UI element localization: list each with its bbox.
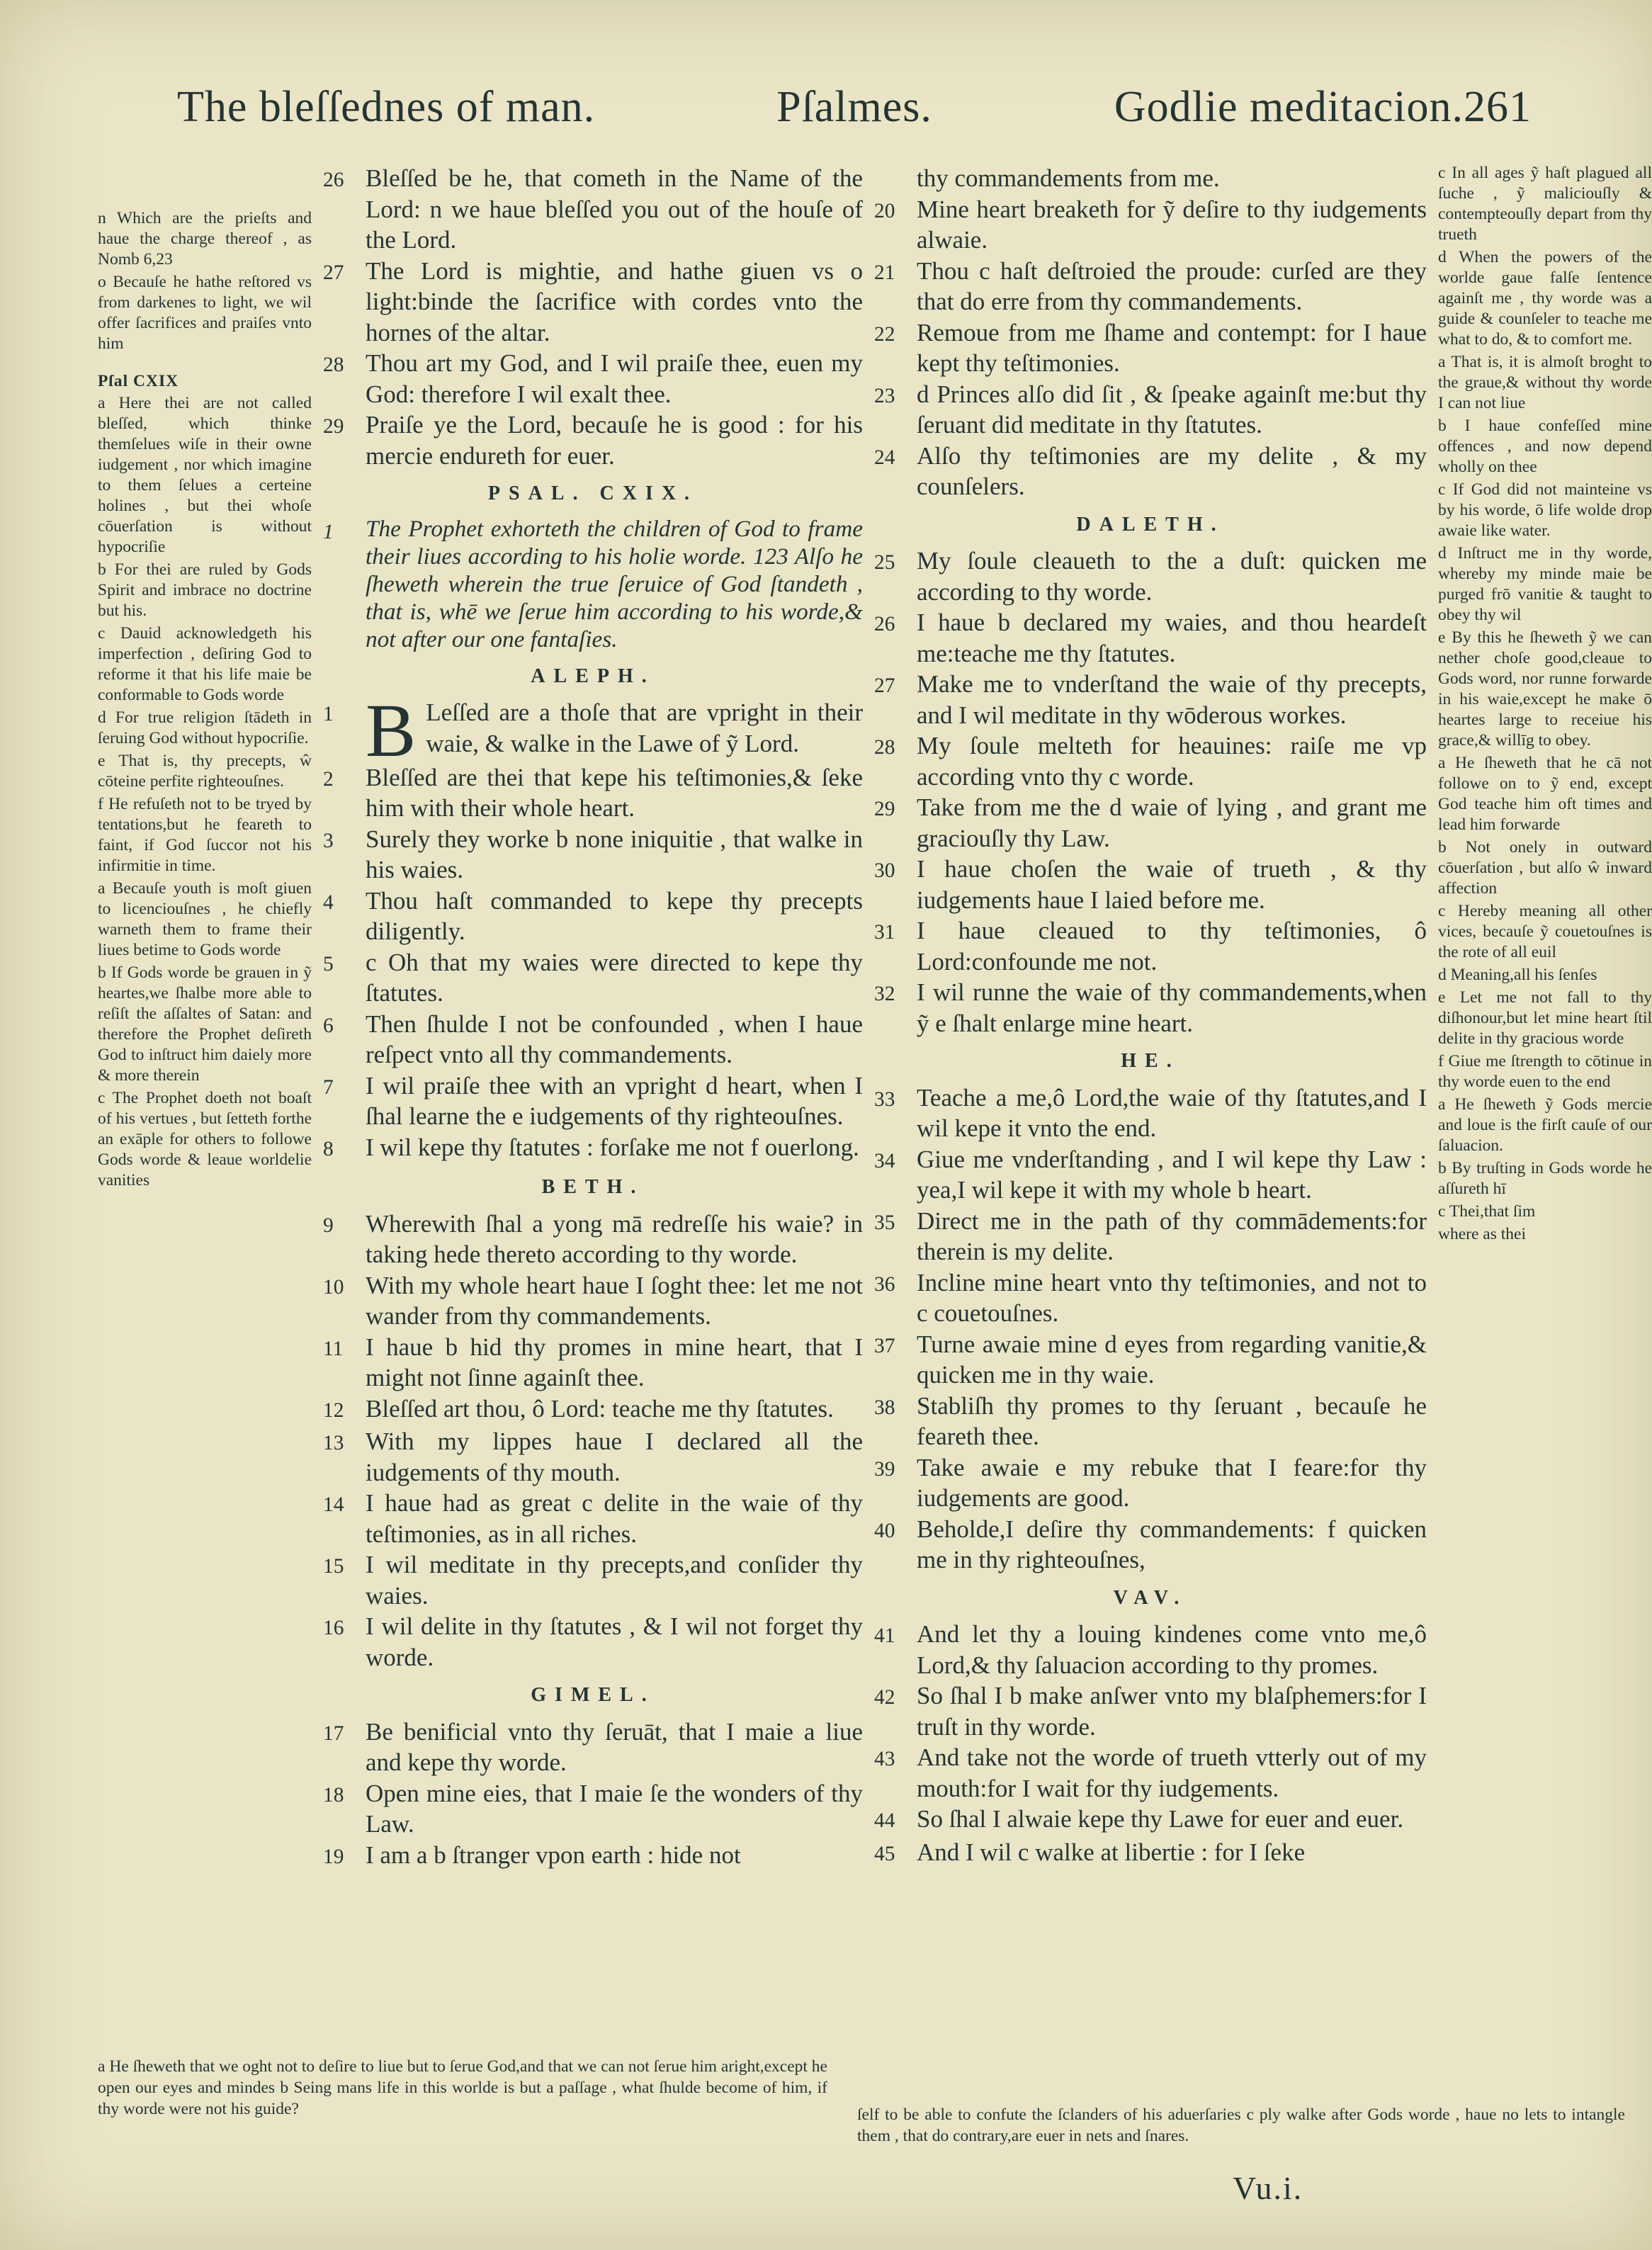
verse [874, 1680, 1427, 1742]
verse-number: 38 [874, 1396, 895, 1419]
verse [874, 1619, 1427, 1680]
margin-note: c Dauid acknowledgeth his imperfection , deſiring God to reforme it that his life maie be conformable to Gods worde [98, 624, 312, 704]
verse-text: I wil delite in thy ſtatutes , & I wil not forget thy worde. [366, 1612, 863, 1671]
verse [323, 1488, 863, 1549]
verse-text: So ſhal I alwaie kepe thy Lawe for euer and euer. [917, 1805, 1404, 1833]
margin-note: o Becauſe he hathe reſtored vs from darkenes to light, we wil offer ſacrifices and praiſes vnto him [98, 273, 312, 353]
verse-number: 32 [874, 983, 895, 1005]
verse-number: 5 [323, 952, 334, 976]
verse-number: 1 [323, 703, 334, 726]
psalm-argument [323, 515, 863, 654]
margin-note: f Giue me ſtrength to cōtinue in thy worde euen to the end [1438, 1052, 1652, 1091]
verse-number: 13 [323, 1432, 344, 1455]
margin-note: b If Gods worde be grauen in ỹ heartes,we ſhalbe more able to reſiſt the aſſaltes of Satan: and therefore the Prophet deſireth God to inſtruct him daiely more & more therein [98, 963, 312, 1085]
verse [323, 689, 863, 774]
verse-text: And I wil c walke at libertie : for I ſeke [917, 1838, 1306, 1866]
verse-number: 21 [874, 261, 895, 284]
verse-text: Incline mine heart vnto thy teſtimonies, and not to c couetouſnes. [917, 1268, 1427, 1327]
margin-note: c If God did not mainteine vs by his worde, ō life wolde drop awaie like water. [1438, 480, 1652, 540]
verse [874, 1452, 1427, 1514]
verse [323, 1426, 863, 1488]
verse [323, 1009, 863, 1070]
verse [874, 669, 1427, 730]
bottom-note-left: a He ſheweth that we oght not to deſire to liue but to ſerue God,and that we can not ſerue him aright,except he open our eyes and mindes b Seing mans life in this worlde is but a paſſage , what ſhulde become of him, if thy worde were not his guide? [98, 2057, 827, 2118]
verse-text: B Leſſed are a thoſe that are vpright in their waie, & walke in the Lawe of ỹ Lord. [366, 689, 863, 774]
verse [874, 1742, 1427, 1804]
verse-text: I wil praiſe thee with an vpright d heart, when I ſhal learne the e iudgements of thy righteouſnes. [366, 1071, 863, 1131]
verse-number: 27 [874, 674, 895, 697]
verse-text: Stabliſh thy promes to thy ſeruant , becauſe he feareth thee. [917, 1391, 1427, 1450]
section-heading: GIMEL. [531, 1684, 655, 1707]
verse-text: Bleſſed are thei that kepe his teſtimonies,& ſeke him with their whole heart. [366, 763, 863, 822]
verse-number: 44 [874, 1809, 895, 1832]
verse [323, 1209, 863, 1270]
verse-number: 41 [874, 1624, 895, 1647]
margin-note: n Which are the prieſts and haue the charge thereof , as Nomb 6,23 [98, 209, 312, 268]
margin-note: e By this he ſheweth ỹ we can nether choſe good,cleaue to Gods word, nor runne forwarde in his waie,except he make ō heartes large to receiue his grace,& willīg to obey. [1438, 628, 1652, 750]
verse-text: d Princes alſo did ſit , & ſpeake againſt me:but thy ſeruant did meditate in thy ſtatutes. [917, 380, 1427, 439]
margin-note: e Let me not fall to thy diſhonour,but let mine heart ſtil delite in thy gracious worde [1438, 988, 1652, 1048]
margin-note: e That is, thy precepts, ŵ cōteine perfite righteouſnes. [98, 752, 312, 791]
verse-text: I haue choſen the waie of trueth , & thy iudgements haue I laied before me. [917, 855, 1427, 914]
verse [874, 1206, 1427, 1267]
verse-continuation: thy commandements from me. [917, 164, 1220, 192]
margin-note: b For thei are ruled by Gods Spirit and imbrace no doctrine but his. [98, 560, 312, 620]
verse-text: I haue b hid thy promes in mine heart, that I might not ſinne againſt thee. [366, 1333, 863, 1392]
bottom-note-right: ſelf to be able to confute the ſclanders of his aduerſaries c ply walke after Gods worde , haue no lets to intangle them , that do contrary,are euer in nets and ſnares. [857, 2105, 1625, 2145]
verse-text: Giue me vnderſtanding , and I wil kepe thy Law : yea,I wil kepe it with my whole b heart. [917, 1145, 1427, 1204]
verse-text: And let thy a louing kindenes come vnto me,ô Lord,& thy ſaluacion according to thy promes. [917, 1620, 1427, 1679]
margin-note: c Thei,that ſim [1438, 1202, 1536, 1221]
verse-number: 17 [323, 1722, 344, 1745]
verse-number: 16 [323, 1617, 344, 1640]
verse [874, 730, 1427, 792]
margin-note: a Here thei are not called bleſſed, which thinke themſelues wiſe in their owne iudgement , nor which imagine to them ſelues a certeine holines , but thei whoſe cōuerſation is without hypocriſie [98, 394, 312, 556]
verse-number: 3 [323, 829, 334, 852]
margin-note: d For true religion ſtādeth in ſeruing God without hypocriſie. [98, 708, 312, 747]
section-heading: DALETH. [1076, 513, 1225, 536]
running-head [177, 82, 1532, 132]
verse [323, 1270, 863, 1332]
verse-text: My ſoule melteth for heauines: raiſe me vp according vnto thy c worde. [917, 732, 1427, 791]
verse-text: Beholde,I deſire thy commandements: f quicken me in thy righteouſnes, [917, 1515, 1427, 1573]
psalm-margin-label: Pſal CXIX [98, 372, 179, 390]
section-heading: HE. [1121, 1050, 1180, 1072]
verse [874, 441, 1427, 502]
verse-number: 23 [874, 384, 895, 407]
verse-number: 28 [874, 736, 895, 759]
verse-number: 40 [874, 1519, 895, 1542]
verse-text: Make me to vnderſtand the waie of thy precepts, and I wil meditate in thy wōderous workes. [917, 670, 1427, 729]
verse [874, 1267, 1427, 1329]
verse [874, 792, 1427, 854]
verse-text: Thou haſt commanded to kepe thy precepts diligently. [366, 886, 863, 946]
verse-text: Surely they worke b none iniquitie , that walke in his waies. [366, 825, 863, 884]
verse-text: Thou art my God, and I wil praiſe thee, euen my God: therefore I wil exalt thee. [366, 349, 863, 408]
verse-text: Take awaie e my rebuke that I feare:for thy iudgements are good. [917, 1453, 1427, 1512]
verse-number: 28 [323, 354, 344, 376]
verse [874, 1082, 1427, 1144]
verse-text: Then ſhulde I not be confounded , when I haue reſpect vnto all thy commandements. [366, 1010, 863, 1069]
verse [874, 317, 1427, 379]
margin-note: c In all ages ỹ haſt plagued all ſuche , ỹ maliciouſly & contempteouſly depart from thy trueth [1438, 164, 1652, 244]
verse [874, 1391, 1427, 1452]
page-body [98, 163, 1652, 1872]
verse [874, 1144, 1427, 1206]
verse-number: 22 [874, 322, 895, 346]
gathering-signature: Vu.i. [1233, 2170, 1303, 2206]
verse-number: 29 [874, 798, 895, 820]
section-heading: VAV. [1113, 1586, 1188, 1609]
verse-number: 10 [323, 1275, 344, 1299]
verse [323, 1132, 863, 1165]
right-margin-notes-column [1438, 163, 1652, 1872]
verse-number: 39 [874, 1457, 895, 1481]
verse-text: I haue had as great c delite in the waie of thy teſtimonies, as in all riches. [366, 1489, 863, 1548]
verse-number: 6 [323, 1014, 334, 1037]
verse-text: Mine heart breaketh for ỹ deſire to thy iudgements alwaie. [917, 195, 1427, 254]
verse [323, 1393, 863, 1427]
verse [323, 163, 863, 256]
verse-number: 20 [874, 199, 895, 222]
verse-number: 30 [874, 859, 895, 882]
verse [323, 762, 863, 824]
verse [874, 1514, 1427, 1576]
verse-text: Bleſſed art thou, ô Lord: teache me thy ſtatutes. [366, 1394, 834, 1423]
verse-number: 9 [323, 1214, 334, 1237]
section-heading: PSAL. CXIX. [487, 482, 698, 504]
margin-note: d Meaning,all his ſenſes [1438, 966, 1597, 984]
verse-text: Turne awaie mine d eyes from regarding vanitie,& quicken me in thy waie. [917, 1330, 1427, 1389]
margin-note: b Not onely in outward cōuerſation , but alſo ŵ inward affection [1438, 838, 1652, 898]
verse-number: 8 [323, 1137, 334, 1160]
running-head-book-title: Pſalmes. [776, 83, 932, 131]
verse-text: Direct me in the path of thy commādements:for therein is my delite. [917, 1206, 1427, 1265]
verse-number: 2 [323, 767, 334, 791]
verse-number: 42 [874, 1686, 895, 1709]
verse-number: 43 [874, 1748, 895, 1770]
verse-text: The Prophet exhorteth the children of God to frame their liues according to his holie worde. 123 Alſo he ſheweth wherein the true ſeruice of God ſtandeth , that is, whē we ſerue him according to his worde,& not after our one fantaſies. [366, 515, 863, 653]
verse-number: 18 [323, 1783, 344, 1807]
verse [874, 194, 1427, 256]
verse-number: 34 [874, 1149, 895, 1172]
text-column-2 [874, 163, 1427, 1872]
verse-text: Thou c haſt deſtroied the proude: curſed are they that do erre from thy commandements. [917, 256, 1427, 315]
verse-text: With my lippes haue I declared all the iudgements of thy mouth. [366, 1428, 863, 1486]
verse-text: I haue b declared my waies, and thou heardeſt me:teache me thy ſtatutes. [917, 609, 1427, 667]
margin-note: b By truſting in Gods worde he aſſureth hī [1438, 1159, 1652, 1198]
verse-number: 7 [323, 1075, 334, 1099]
margin-note: d Inſtruct me in thy worde, whereby my minde maie be purged frō vanitie & taught to obey thy wil [1438, 544, 1652, 624]
verse-text: And take not the worde of trueth vtterly out of my mouth:for I wait for thy iudgements. [917, 1743, 1427, 1802]
verse-number: 19 [323, 1845, 344, 1868]
running-head-right-page-number: Godlie meditacion.261 [1114, 83, 1532, 131]
verse-text: With my whole heart haue I ſoght thee: let me not wander from thy commandements. [366, 1271, 863, 1330]
margin-note: a He ſheweth that he cā not followe on to ỹ end, except God teache him oft times and lead him forwarde [1438, 754, 1652, 834]
verse [874, 545, 1427, 607]
verse-number: 27 [323, 261, 344, 284]
verse-text: Open mine eies, that I maie ſe the wonders of thy Law. [366, 1779, 863, 1838]
verse-text: Alſo thy teſtimonies are my delite , & my counſelers. [917, 441, 1427, 500]
verse [323, 947, 863, 1009]
verse-number: 15 [323, 1555, 344, 1578]
margin-note: f He refuſeth not to be tryed by tentations,but he feareth to faint, if God ſuccor not his infirmitie in time. [98, 795, 312, 875]
verse-number: 4 [323, 891, 334, 914]
verse [323, 1611, 863, 1673]
section-heading: BETH. [541, 1176, 645, 1199]
verse [323, 1840, 863, 1873]
verse-text: Wherewith ſhal a yong mā redreſſe his waie? in taking hede thereto according to thy worde. [366, 1209, 863, 1269]
drop-cap: B [366, 689, 417, 774]
verse [874, 256, 1427, 317]
verse-text: I haue cleaued to thy teſtimonies, ô Lord:confounde me not. [917, 917, 1427, 976]
verse [874, 854, 1427, 915]
verse [874, 915, 1427, 977]
verse-text: So ſhal I b make anſwer vnto my blaſphemers:for I truſt in thy worde. [917, 1682, 1427, 1741]
margin-note: b I haue confeſſed mine offences , and now depend wholly on thee [1438, 417, 1652, 476]
verse-text: I wil meditate in thy precepts,and conſider thy waies. [366, 1551, 863, 1610]
verse [874, 379, 1427, 441]
section-heading: ALEPH. [531, 665, 655, 687]
verse-number: 26 [323, 169, 344, 191]
verse-number: 26 [874, 613, 895, 635]
verse-text: Remoue from me ſhame and contempt: for I haue kept thy teſtimonies. [917, 318, 1427, 377]
verse-text: My ſoule cleaueth to the a duſt: quicken me according to thy worde. [917, 547, 1427, 606]
running-head-left: The bleſſednes of man. [177, 83, 596, 131]
text-column-1 [323, 163, 863, 1872]
verse-text: I wil runne the waie of thy commandements,when ỹ e ſhalt enlarge mine heart. [917, 978, 1427, 1037]
verse-text: I am a b ſtranger vpon earth : hide not [366, 1841, 741, 1869]
verse-number: 36 [874, 1272, 895, 1296]
verse-text: Bleſſed be he, that cometh in the Name of the Lord: n we haue bleſſed you out of the houſe of the Lord. [366, 164, 863, 254]
margin-note: a He ſheweth ỹ Gods mercie and loue is the firſt cauſe of our ſaluacion. [1438, 1095, 1652, 1155]
verse-number: 24 [874, 446, 895, 469]
verse-number: 35 [874, 1211, 895, 1234]
verse-number: 14 [323, 1493, 344, 1517]
verse-text: Take from me the d waie of lying , and grant me graciouſly thy Law. [917, 793, 1427, 852]
verse [323, 886, 863, 947]
margin-note: where as thei [1438, 1225, 1526, 1243]
verse [874, 1329, 1427, 1391]
verse [874, 1804, 1427, 1837]
margin-note: a Becauſe youth is moſt giuen to licenciouſnes , he chiefly warneth them to frame their liues betime to Gods worde [98, 879, 312, 959]
verse-number: 29 [323, 415, 344, 438]
verse-number: 25 [874, 551, 895, 574]
verse-text: The Lord is mightie, and hathe giuen vs o light:binde the ſacrifice with cordes vnto the hornes of the altar. [366, 256, 863, 346]
verse [323, 1070, 863, 1132]
verse-text: Be benificial vnto thy ſeruāt, that I maie a liue and kepe thy worde. [366, 1717, 863, 1777]
verse-text: Praiſe ye the Lord, becauſe he is good : for his mercie endureth for euer. [366, 411, 863, 470]
verse-number: 37 [874, 1334, 895, 1357]
verse-number: 11 [323, 1337, 344, 1360]
margin-note: c Hereby meaning all other vices, becauſe ỹ couetouſnes is the rote of all euil [1438, 902, 1652, 961]
verse-number: 45 [874, 1842, 895, 1865]
verse [323, 348, 863, 409]
margin-note: c The Prophet doeth not boaſt of his vertues , but ſetteth forthe an exāple for others to followe Gods worde & leaue worldelie vanities [98, 1089, 312, 1189]
verse [323, 1778, 863, 1840]
verse-number: 12 [323, 1398, 344, 1422]
verse-text: I wil kepe thy ſtatutes : forſake me not f ouerlong. [366, 1133, 859, 1161]
margin-note: d When the powers of the worlde gaue falſe ſentence againſt me , thy worde was a guide & counſeler to teache me what to do, & to comfort me. [1438, 248, 1652, 349]
verse [323, 256, 863, 349]
verse [323, 1549, 863, 1611]
verse-text: c Oh that my waies were directed to kepe thy ſtatutes. [366, 948, 863, 1007]
verse-text: Teache a me,ô Lord,the waie of thy ſtatutes,and I wil kepe it vnto the end. [917, 1083, 1427, 1142]
verse-number: 1 [323, 520, 334, 543]
verse [874, 977, 1427, 1039]
bottom-notes [98, 2039, 1625, 2163]
verse [874, 607, 1427, 669]
verse-number: 33 [874, 1087, 895, 1111]
verse [323, 1717, 863, 1778]
margin-note: a That is, it is almoſt broght to the graue,& without thy worde I can not liue [1438, 353, 1652, 412]
verse [874, 1837, 1427, 1870]
verse [323, 824, 863, 886]
verse-number: 31 [874, 921, 895, 944]
left-margin-notes-column [98, 163, 312, 1872]
verse [323, 409, 863, 471]
verse [323, 1332, 863, 1393]
